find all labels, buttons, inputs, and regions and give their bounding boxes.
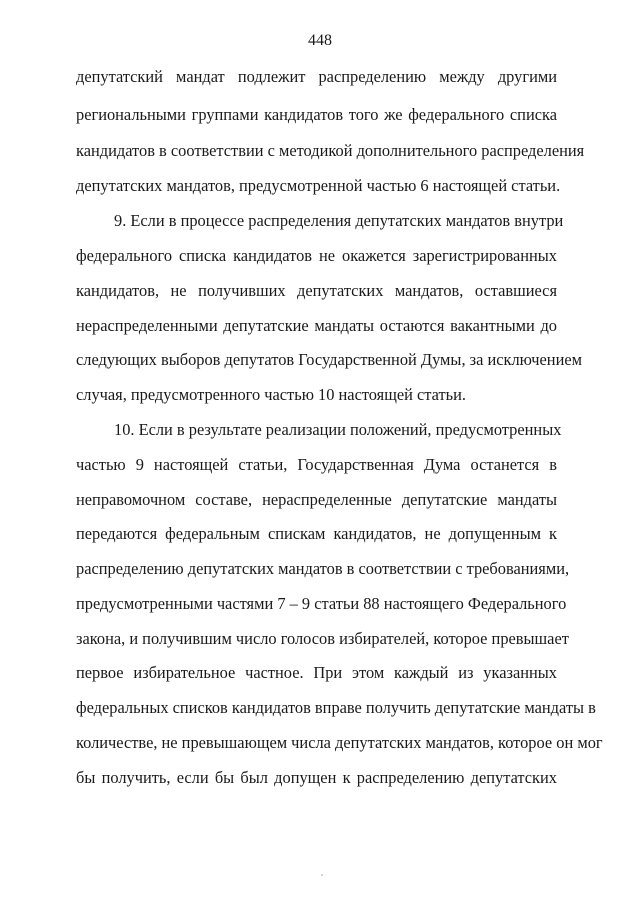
text-line: распределению депутатских мандатов в соответствии с требованиями, [76, 559, 570, 578]
text-line: количестве, не превышающем числа депутатских мандатов, которое он мог [76, 733, 603, 752]
text-line: передаются федеральным спискам кандидатов, не допущенным к [76, 524, 557, 543]
text-line: федеральных списков кандидатов вправе получить депутатские мандаты в [76, 698, 596, 717]
paragraph-first-line: 10. Если в результате реализации положений, предусмотренных [114, 420, 562, 439]
text-line: предусмотренными частями 7 – 9 статьи 88 настоящего Федерального [76, 594, 567, 613]
text-line: кандидатов, не получивших депутатских мандатов, оставшиеся [76, 281, 557, 300]
text-line: первое избирательное частное. При этом каждый из указанных [76, 663, 557, 682]
text-line: следующих выборов депутатов Государственной Думы, за исключением [76, 350, 583, 369]
page-number: 448 [308, 32, 332, 49]
text-line: бы получить, если бы был допущен к распределению депутатских [76, 768, 557, 787]
text-line: депутатский мандат подлежит распределению между другими [76, 67, 557, 86]
paragraph-first-line: 9. Если в процессе распределения депутатских мандатов внутри [114, 211, 564, 230]
text-line: федерального списка кандидатов не окажется зарегистрированных [76, 246, 557, 265]
text-line: закона, и получившим число голосов избирателей, которое превышает [76, 629, 569, 648]
text-line: частью 9 настоящей статьи, Государственная Дума останется в [76, 455, 557, 474]
text-line: региональными группами кандидатов того же федерального списка [76, 105, 557, 124]
text-line: депутатских мандатов, предусмотренной частью 6 настоящей статьи. [76, 176, 561, 195]
text-line: случая, предусмотренного частью 10 настоящей статьи. [76, 385, 466, 404]
text-line: кандидатов в соответствии с методикой дополнительного распределения [76, 141, 585, 160]
text-line: нераспределенными депутатские мандаты остаются вакантными до [76, 316, 557, 335]
scan-speck [321, 874, 323, 876]
text-line: неправомочном составе, нераспределенные депутатские мандаты [76, 490, 557, 509]
